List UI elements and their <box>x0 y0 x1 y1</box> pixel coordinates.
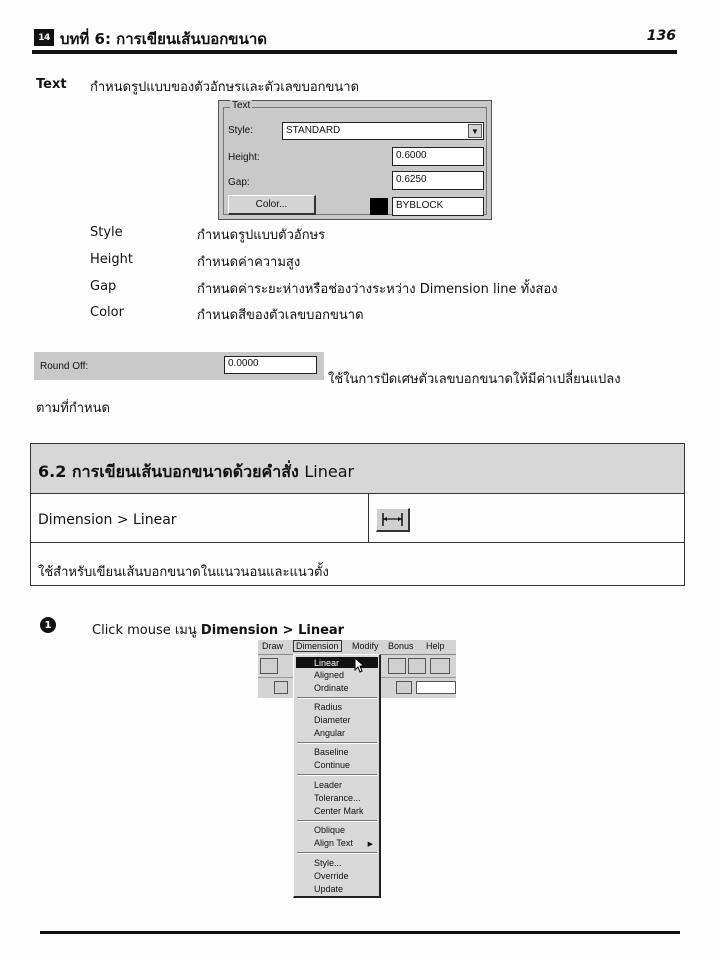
section-title <box>38 460 354 485</box>
chapter-icon: 14 <box>34 29 54 46</box>
style-label: Style: <box>228 125 254 136</box>
menu-separator <box>297 697 377 699</box>
section-title-thai: การเขียนเส้นบอกขนาดด้วยคำสั่ง <box>71 462 299 481</box>
linear-dimension-icon <box>376 508 410 532</box>
round-off-description-cont: ตามที่กำหนด <box>36 401 110 416</box>
toolbar-button[interactable] <box>408 658 426 674</box>
footer-rule <box>40 931 680 934</box>
menu-item-radius[interactable]: Radius <box>314 702 343 712</box>
toolbar-button[interactable] <box>260 658 278 674</box>
text-groupbox <box>223 100 487 215</box>
text-settings-dialog <box>218 100 492 220</box>
toolbar-button[interactable] <box>430 658 450 674</box>
section-description: ใช้สำหรับเขียนเส้นบอกขนาดในแนวนอนและแนวตั้ง <box>38 565 329 580</box>
round-off-label: Round Off: <box>40 361 89 372</box>
section-command-row <box>31 494 684 543</box>
menu-item-update[interactable]: Update <box>314 884 344 894</box>
style-select-value: STANDARD <box>286 125 341 136</box>
section-number: 6.2 <box>38 462 67 481</box>
menu-item-leader[interactable]: Leader <box>314 780 343 790</box>
menu-item-linear[interactable]: Linear <box>314 658 340 668</box>
def-desc-height: กำหนดค่าความสูง <box>197 255 301 270</box>
menu-item-tolerance[interactable]: Tolerance... <box>314 793 361 803</box>
def-term-style: Style <box>90 225 123 240</box>
color-value-field: BYBLOCK <box>392 197 484 216</box>
menu-separator <box>297 852 377 854</box>
column-divider <box>368 494 369 542</box>
def-desc-color: กำหนดสีของตัวเลขบอกขนาด <box>197 308 364 323</box>
round-off-panel <box>34 352 324 380</box>
section-command: Dimension > Linear <box>38 512 177 528</box>
def-term-height: Height <box>90 252 133 267</box>
submenu-arrow-icon: ▶ <box>367 841 373 848</box>
menu-item-override[interactable]: Override <box>314 871 349 881</box>
height-label: Height: <box>228 152 260 163</box>
toolbar-button[interactable] <box>396 681 412 694</box>
menu-modify[interactable]: Modify <box>352 641 379 651</box>
step-1-prefix: Click mouse เมนู <box>92 623 201 638</box>
round-off-input[interactable]: 0.0000 <box>224 356 317 374</box>
def-term-gap: Gap <box>90 279 117 294</box>
menu-separator <box>297 820 377 822</box>
menu-dimension[interactable]: Dimension <box>293 640 342 652</box>
chapter-title: บทที่ 6: การเขียนเส้นบอกขนาด <box>60 30 267 48</box>
menubar <box>258 640 456 655</box>
color-swatch <box>370 198 388 215</box>
section-header-row <box>31 444 684 494</box>
menu-help[interactable]: Help <box>426 641 445 651</box>
def-desc-style: กำหนดรูปแบบตัวอักษร <box>197 228 326 243</box>
menu-item-align-text[interactable]: Align Text <box>314 838 353 848</box>
chevron-down-icon[interactable]: ▼ <box>468 124 482 138</box>
menu-item-baseline[interactable]: Baseline <box>314 747 349 757</box>
section-title-latin: Linear <box>304 462 355 481</box>
step-1-menu-path: Dimension > Linear <box>200 623 345 638</box>
dimension-menu-screenshot <box>258 640 456 902</box>
menu-separator <box>297 742 377 744</box>
menu-separator <box>297 774 377 776</box>
toolbar-button[interactable] <box>388 658 406 674</box>
round-off-description: ใช้ในการปัดเศษตัวเลขบอกขนาดให้มีค่าเปลี่ยนแปลง <box>328 372 621 387</box>
menu-item-continue[interactable]: Continue <box>314 760 351 770</box>
menu-item-ordinate[interactable]: Ordinate <box>314 683 349 693</box>
step-1-text <box>92 619 344 640</box>
menu-bonus[interactable]: Bonus <box>388 641 414 651</box>
menu-item-aligned[interactable]: Aligned <box>314 670 345 680</box>
menu-item-diameter[interactable]: Diameter <box>314 715 351 725</box>
toolbar-field[interactable] <box>416 681 456 694</box>
menu-draw[interactable]: Draw <box>262 641 284 651</box>
page-number: 136 <box>646 28 676 44</box>
color-button[interactable]: Color... <box>228 195 316 215</box>
menu-item-angular[interactable]: Angular <box>314 728 346 738</box>
menu-item-oblique[interactable]: Oblique <box>314 825 346 835</box>
step-1-badge: 1 <box>40 617 56 633</box>
style-select[interactable] <box>282 122 484 140</box>
header-rule <box>32 50 677 54</box>
section-6-2-box <box>30 443 685 586</box>
text-term-description: กำหนดรูปแบบของตัวอักษรและตัวเลขบอกขนาด <box>90 80 360 95</box>
height-input[interactable]: 0.6000 <box>392 147 484 166</box>
toolbar-button[interactable] <box>274 681 288 694</box>
gap-label: Gap: <box>228 177 250 188</box>
menu-item-center-mark[interactable]: Center Mark <box>314 806 364 816</box>
mouse-pointer-icon <box>354 657 366 673</box>
menu-item-style[interactable]: Style... <box>314 858 342 868</box>
def-term-color: Color <box>90 305 124 320</box>
def-desc-gap: กำหนดค่าระยะห่างหรือช่องว่างระหว่าง Dimension line ทั้งสอง <box>197 282 558 297</box>
group-legend: Text <box>232 100 251 111</box>
dimension-dropdown-menu <box>293 654 381 898</box>
text-term-label: Text <box>36 77 67 92</box>
gap-input[interactable]: 0.6250 <box>392 171 484 190</box>
